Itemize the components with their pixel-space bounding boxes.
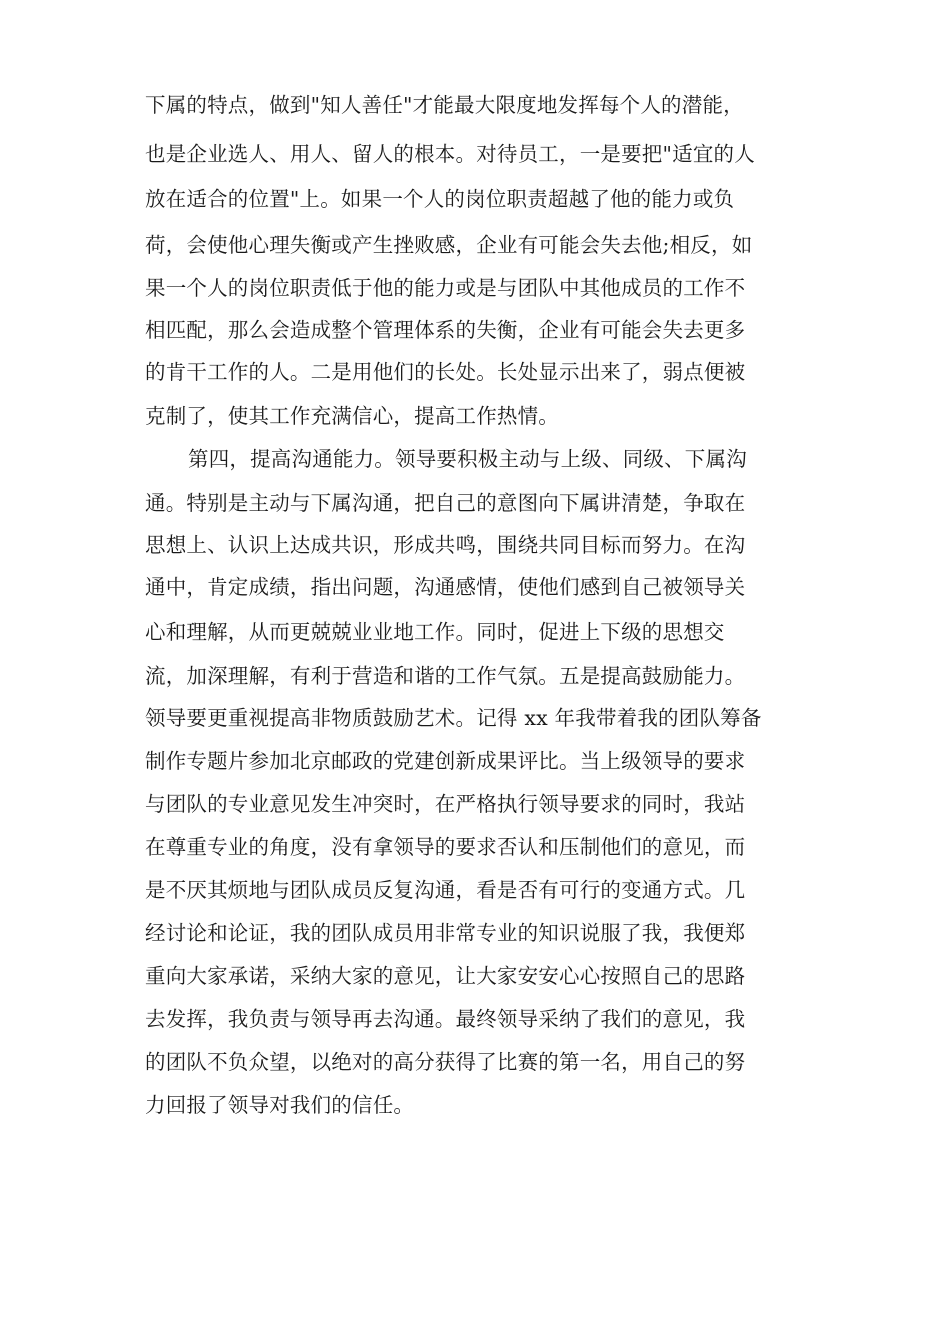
text-line: 思想上、认识上达成共识，形成共鸣，围绕共同目标而努力。在沟: [145, 533, 746, 557]
text-line: 克制了，使其工作充满信心，提高工作热情。: [145, 404, 559, 428]
text-line: 放在适合的位置"上。如果一个人的岗位职责超越了他的能力或负: [145, 187, 735, 211]
paragraph-first-line: 第四，提高沟通能力。领导要积极主动与上级、同级、下属沟: [188, 447, 747, 471]
text-line: 的肯干工作的人。二是用他们的长处。长处显示出来了，弱点便被: [145, 360, 746, 384]
text-line: 经讨论和论证，我的团队成员用非常专业的知识说服了我，我便郑: [145, 921, 746, 945]
text-line: 去发挥，我负责与领导再去沟通。最终领导采纳了我们的意见，我: [145, 1007, 746, 1031]
text-line: 也是企业选人、用人、留人的根本。对待员工，一是要把"适宜的人: [145, 142, 755, 166]
text-line: 领导要更重视提高非物质鼓励艺术。记得 xx 年我带着我的团队筹备: [145, 706, 762, 730]
text-line: 相匹配，那么会造成整个管理体系的失衡，企业有可能会失去更多: [145, 318, 746, 342]
text-line: 的团队不负众望，以绝对的高分获得了比赛的第一名，用自己的努: [145, 1050, 746, 1074]
text-line: 与团队的专业意见发生冲突时，在严格执行领导要求的同时，我站: [145, 792, 746, 816]
text-line: 心和理解，从而更兢兢业业地工作。同时，促进上下级的思想交: [145, 620, 725, 644]
text-line: 在尊重专业的角度，没有拿领导的要求否认和压制他们的意见，而: [145, 835, 746, 859]
text-line: 制作专题片参加北京邮政的党建创新成果评比。当上级领导的要求: [145, 749, 746, 773]
text-line: 力回报了领导对我们的信任。: [145, 1093, 415, 1117]
text-line: 通。特别是主动与下属沟通，把自己的意图向下属讲清楚，争取在: [145, 491, 746, 515]
text-line: 是不厌其烦地与团队成员反复沟通，看是否有可行的变通方式。几: [145, 878, 746, 902]
text-line: 重向大家承诺，采纳大家的意见，让大家安安心心按照自己的思路: [145, 964, 746, 988]
text-line: 流，加深理解，有利于营造和谐的工作气氛。五是提高鼓励能力。: [145, 664, 746, 688]
text-line: 果一个人的岗位职责低于他的能力或是与团队中其他成员的工作不: [145, 276, 746, 300]
text-line: 通中，肯定成绩，指出问题，沟通感情，使他们感到自己被领导关: [145, 575, 746, 599]
text-line: 下属的特点，做到"知人善任"才能最大限度地发挥每个人的潜能，: [145, 93, 744, 117]
text-line: 荷，会使他心理失衡或产生挫败感，企业有可能会失去他;相反，如: [145, 233, 753, 257]
